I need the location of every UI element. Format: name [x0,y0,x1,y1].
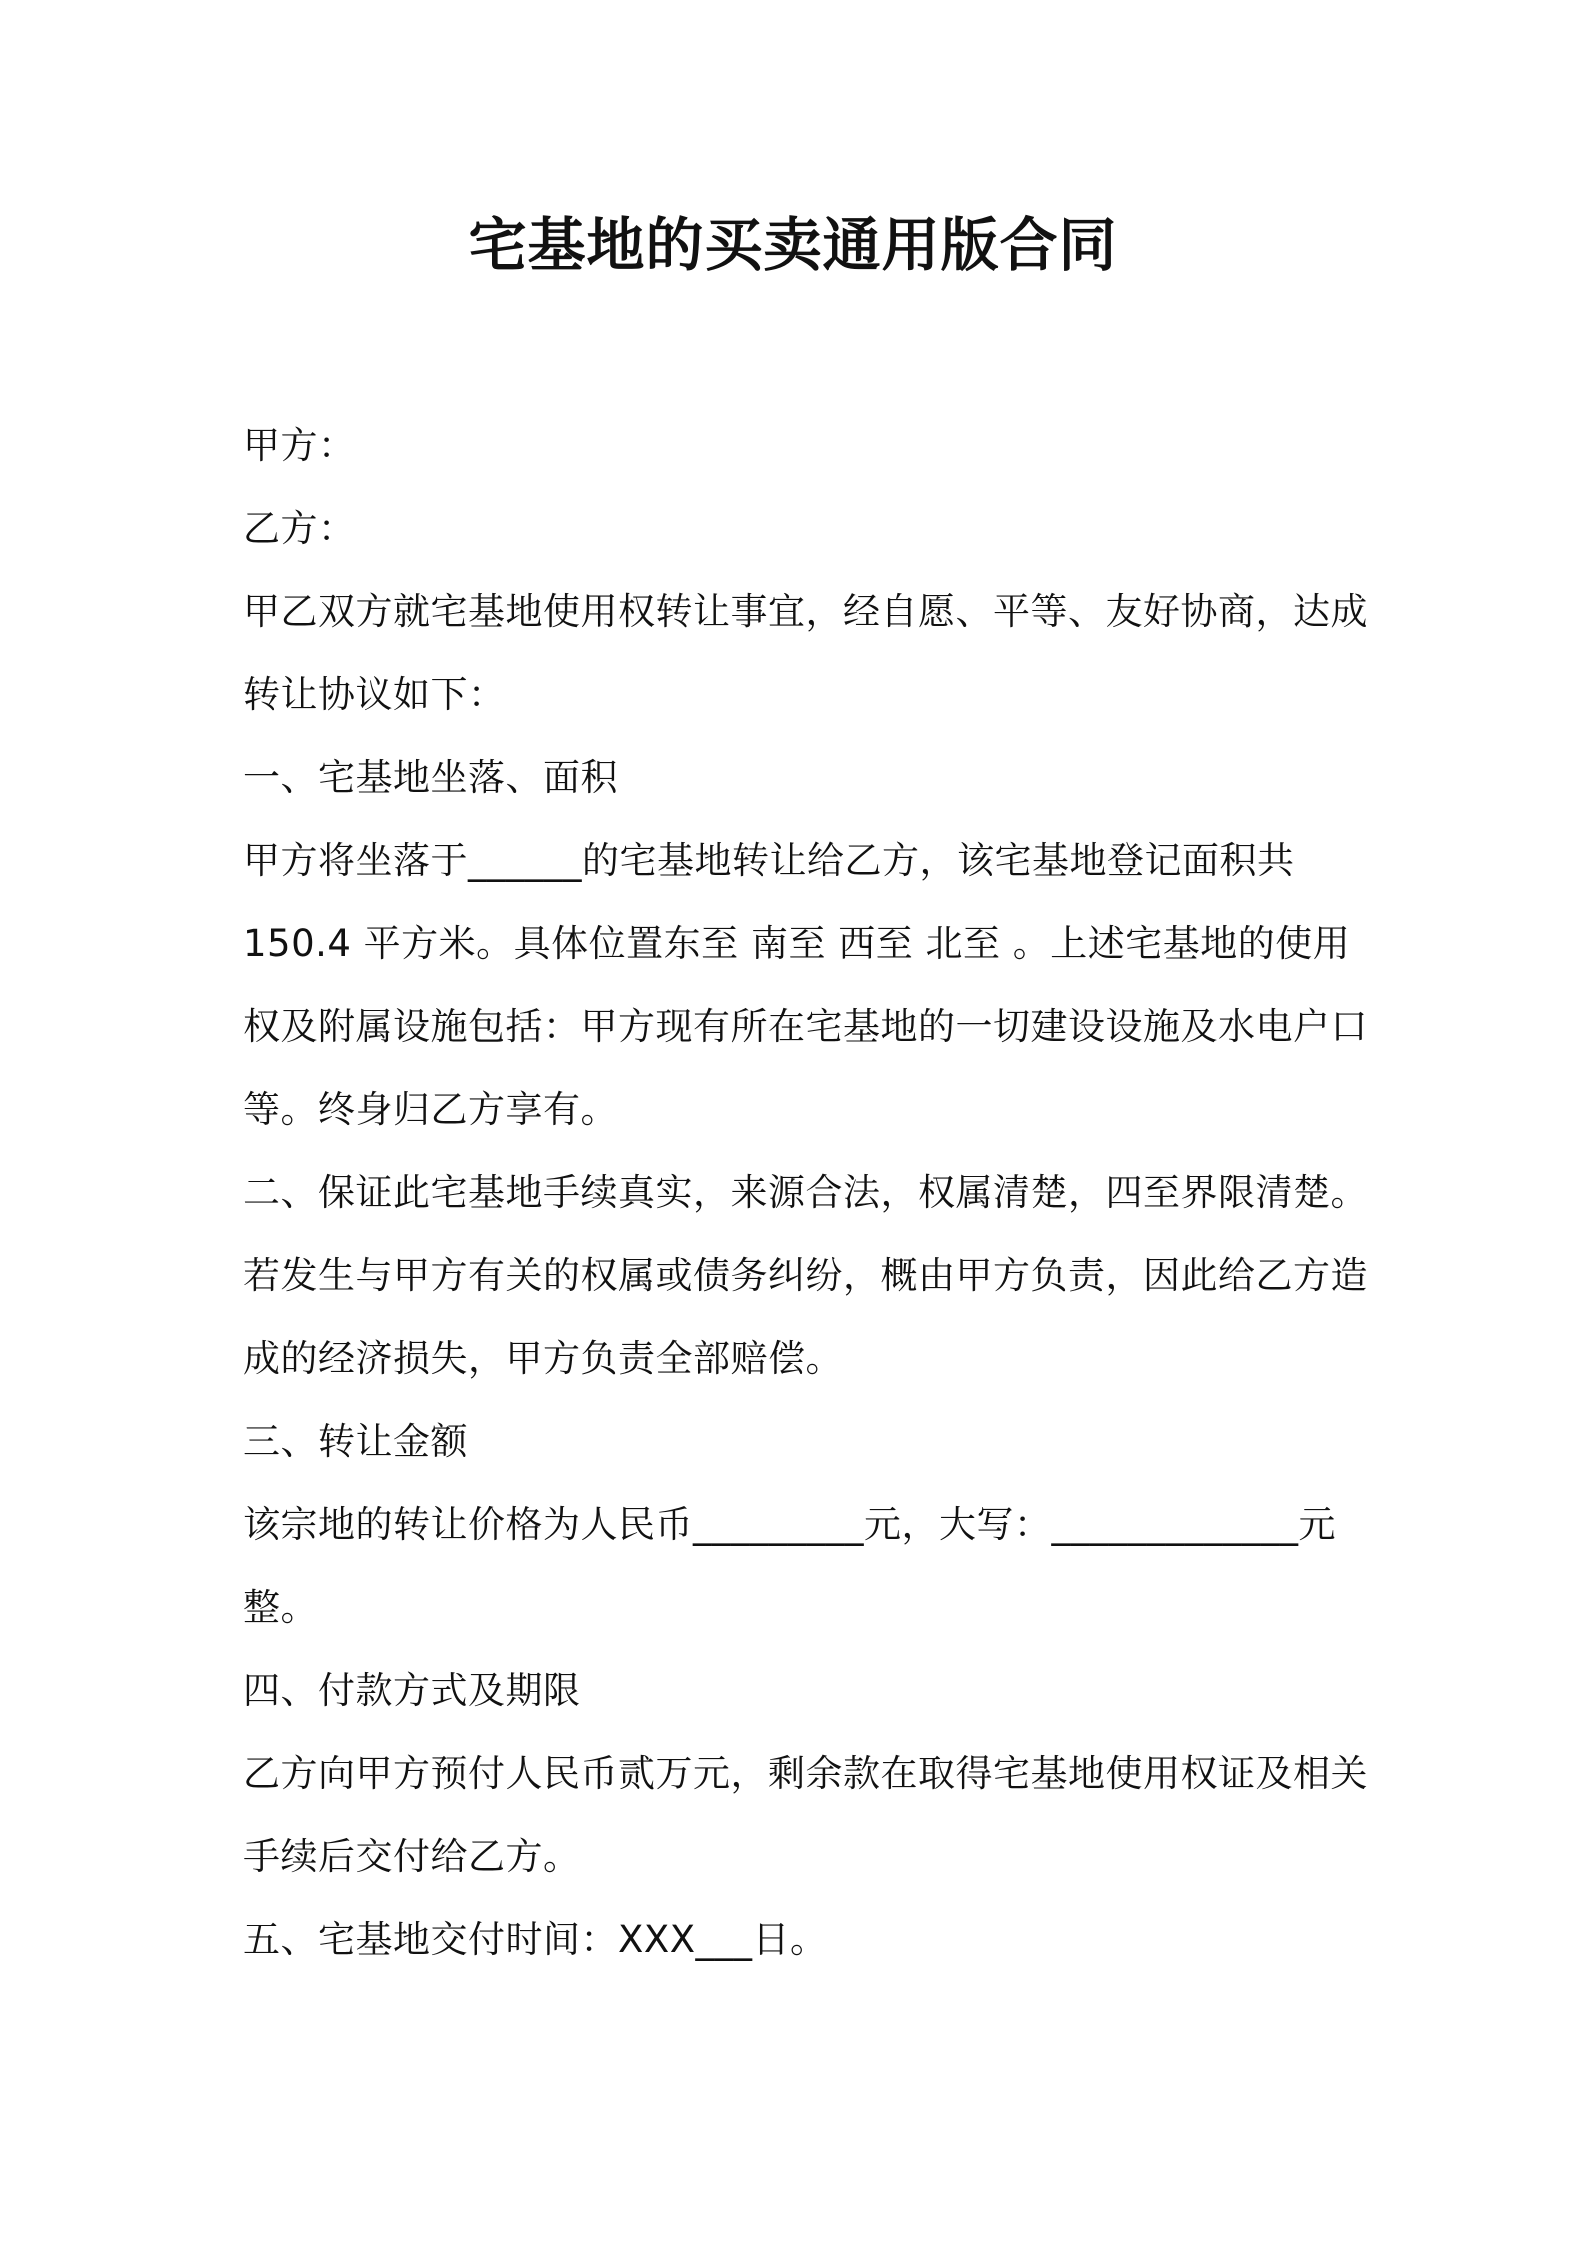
section-4-line-2: 手续后交付给乙方。 [243,1835,581,1878]
document-title: 宅基地的买卖通用版合同 [468,211,1118,279]
party-a-line: 甲方： [243,424,356,467]
section-4-heading: 四、付款方式及期限 [243,1669,581,1712]
section-2-line-3: 成的经济损失，甲方负责全部赔偿。 [243,1337,843,1380]
section-1-line-1: 甲方将坐落于______的宅基地转让给乙方，该宅基地登记面积共 [243,839,1295,882]
section-3-line-1: 该宗地的转让价格为人民币_________元，大写：_____________元 [243,1503,1336,1546]
section-1-line-3: 权及附属设施包括：甲方现有所在宅基地的一切建设设施及水电户口 [243,1005,1368,1048]
contract-body [243,404,1368,1981]
section-2-line-2: 若发生与甲方有关的权属或债务纠纷，概由甲方负责，因此给乙方造 [243,1254,1368,1297]
section-3-heading: 三、转让金额 [243,1420,468,1463]
section-1-line-4: 等。终身归乙方享有。 [243,1088,618,1131]
preamble-line-2: 转让协议如下： [243,673,506,716]
section-2-line-1: 二、保证此宅基地手续真实，来源合法，权属清楚，四至界限清楚。 [243,1171,1368,1214]
party-b-line: 乙方： [243,507,356,550]
section-1-heading: 一、宅基地坐落、面积 [243,756,618,799]
section-5-line: 五、宅基地交付时间：XXX___日。 [243,1918,828,1961]
section-4-line-1: 乙方向甲方预付人民币贰万元，剩余款在取得宅基地使用权证及相关 [243,1752,1368,1795]
section-1-line-2: 150.4 平方米。具体位置东至 南至 西至 北至 。上述宅基地的使用 [243,922,1351,965]
section-3-line-2: 整。 [243,1586,318,1629]
preamble-line-1: 甲乙双方就宅基地使用权转让事宜，经自愿、平等、友好协商，达成 [243,590,1368,633]
